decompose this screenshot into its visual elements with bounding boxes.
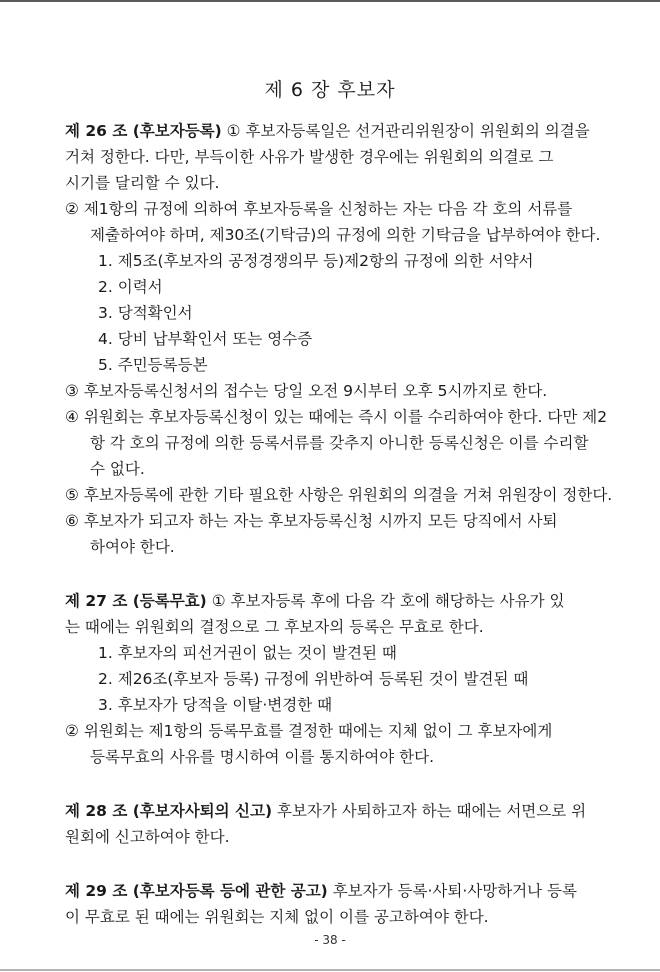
article-26-para4-line-2: 항 각 호의 규정에 의한 등록서류를 갖추지 아니한 등록신청은 이를 수리할 xyxy=(90,434,589,452)
article-27 xyxy=(65,588,622,770)
list-item: 3. 후보자가 당적을 이탈·변경한 때 xyxy=(98,696,333,714)
article-29-heading: 제 29 조 (후보자등록 등에 관한 공고) xyxy=(65,882,328,900)
list-item: 5. 주민등록등본 xyxy=(98,356,208,374)
article-26-heading: 제 26 조 (후보자등록) xyxy=(65,122,222,140)
spacer xyxy=(65,770,622,798)
article-26-para5: ⑤ 후보자등록에 관한 기타 필요한 사항은 위원회의 의결을 거쳐 위원장이 정한다. xyxy=(65,486,613,504)
article-29 xyxy=(65,878,622,930)
article-26-first-line xyxy=(65,118,622,144)
article-26-para6-line-1: ⑥ 후보자가 되고자 하는 자는 후보자등록신청 시까지 모든 당직에서 사퇴 xyxy=(65,512,558,530)
list-item: 1. 제5조(후보자의 공정경쟁의무 등)제2항의 규정에 의한 서약서 xyxy=(98,252,534,270)
article-28-heading: 제 28 조 (후보자사퇴의 신고) xyxy=(65,802,273,820)
article-26-line-2: 거쳐 정한다. 다만, 부득이한 사유가 발생한 경우에는 위원회의 의결로 그 xyxy=(65,148,554,166)
article-29-first-line xyxy=(65,878,622,904)
article-27-para2-line-1: ② 위원회는 제1항의 등록무효를 결정한 때에는 지체 없이 그 후보자에게 xyxy=(65,722,553,740)
article-26-para3: ③ 후보자등록신청서의 접수는 당일 오전 9시부터 오후 5시까지로 한다. xyxy=(65,382,548,400)
article-27-para2-line-2: 등록무효의 사유를 명시하여 이를 통지하여야 한다. xyxy=(90,748,434,766)
page-number: - 38 - xyxy=(314,933,346,947)
list-item: 4. 당비 납부확인서 또는 영수증 xyxy=(98,330,313,348)
article-27-line-2: 는 때에는 위원회의 결정으로 그 후보자의 등록은 무효로 한다. xyxy=(65,618,484,636)
article-26-line-3: 시기를 달리할 수 있다. xyxy=(65,174,220,192)
article-26-text: ① 후보자등록일은 선거관리위원장이 위원회의 의결을 xyxy=(221,122,590,140)
list-item: 2. 이력서 xyxy=(98,278,163,296)
list-item: 3. 당적확인서 xyxy=(98,304,193,322)
article-26-para6-line-2: 하여야 한다. xyxy=(90,538,175,556)
article-26-para4-line-3: 수 없다. xyxy=(90,460,145,478)
document-body xyxy=(65,118,622,930)
bottom-border xyxy=(0,969,660,971)
article-26-para4-line-1: ④ 위원회는 후보자등록신청이 있는 때에는 즉시 이를 수리하여야 한다. 다만 제2 xyxy=(65,408,608,426)
article-27-heading: 제 27 조 (등록무효) xyxy=(65,592,207,610)
article-28-first-line xyxy=(65,798,622,824)
article-26-para2-line-1: ② 제1항의 규정에 의하여 후보자등록을 신청하는 자는 다음 각 호의 서류를 xyxy=(65,200,573,218)
article-28-line-2: 원회에 신고하여야 한다. xyxy=(65,828,230,846)
article-26 xyxy=(65,118,622,560)
article-29-line-2: 이 무효로 된 때에는 위원회는 지체 없이 이를 공고하여야 한다. xyxy=(65,908,489,926)
list-item: 2. 제26조(후보자 등록) 규정에 위반하여 등록된 것이 발견된 때 xyxy=(98,670,529,688)
spacer xyxy=(65,560,622,588)
spacer xyxy=(65,850,622,878)
top-border xyxy=(0,0,660,2)
chapter-title: 제 6 장 후보자 xyxy=(264,78,396,101)
article-28 xyxy=(65,798,622,850)
article-29-text: 후보자가 등록·사퇴·사망하거나 등록 xyxy=(327,882,577,900)
list-item: 1. 후보자의 피선거권이 없는 것이 발견된 때 xyxy=(98,644,397,662)
article-27-first-line xyxy=(65,588,622,614)
article-26-para2-line-2: 제출하여야 하며, 제30조(기탁금)의 규정에 의한 기탁금을 납부하여야 한다. xyxy=(90,226,601,244)
article-27-text: ① 후보자등록 후에 다음 각 호에 해당하는 사유가 있 xyxy=(206,592,565,610)
article-28-text: 후보자가 사퇴하고자 하는 때에는 서면으로 위 xyxy=(272,802,587,820)
